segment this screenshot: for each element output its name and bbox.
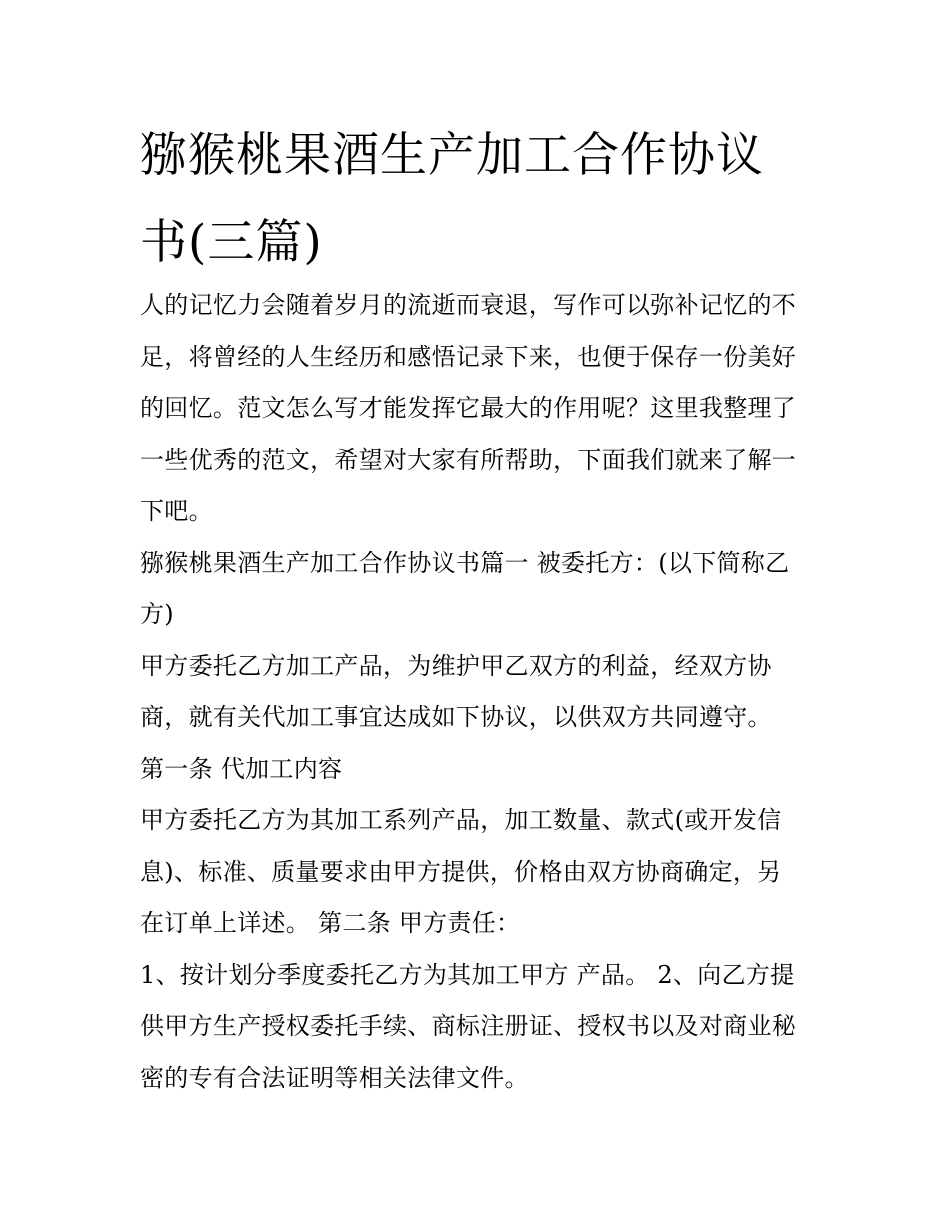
preamble-paragraph: 甲方委托乙方加工产品，为维护甲乙双方的利益，经双方协 商，就有关代加工事宜达成如下协议，以供双方共同遵守。 [140, 651, 772, 731]
document-title: 猕猴桃果酒生产加工合作协议 书(三篇) [140, 128, 764, 270]
article-one-heading: 第一条 代加工内容 [140, 754, 343, 783]
section-heading-part-one: 猕猴桃果酒生产加工合作协议书篇一 被委托方：(以下简称乙 方) [140, 548, 790, 628]
document-body [140, 280, 820, 1104]
party-a-duties-paragraph: 1、按计划分季度委托乙方为其加工甲方 产品。 2、向乙方提 供甲方生产授权委托手续、商标注册证、授权书以及对商业秘 密的专有合法证明等相关法律文件。 [140, 960, 797, 1092]
intro-paragraph: 人的记忆力会随着岁月的流逝而衰退，写作可以弥补记忆的不 足，将曾经的人生经历和感悟记录下来，也便于保存一份美好 的回忆。范文怎么写才能发挥它最大的作用呢？这里我整理了 一些优秀的范文，希望对大家有所帮助，下面我们就来了解一 下吧。 [140, 291, 797, 525]
article-one-paragraph: 甲方委托乙方为其加工系列产品，加工数量、款式(或开发信 息)、标准、质量要求由甲方提供，价格由双方协商确定，另 在订单上详述。 第二条 甲方责任： [140, 806, 782, 937]
